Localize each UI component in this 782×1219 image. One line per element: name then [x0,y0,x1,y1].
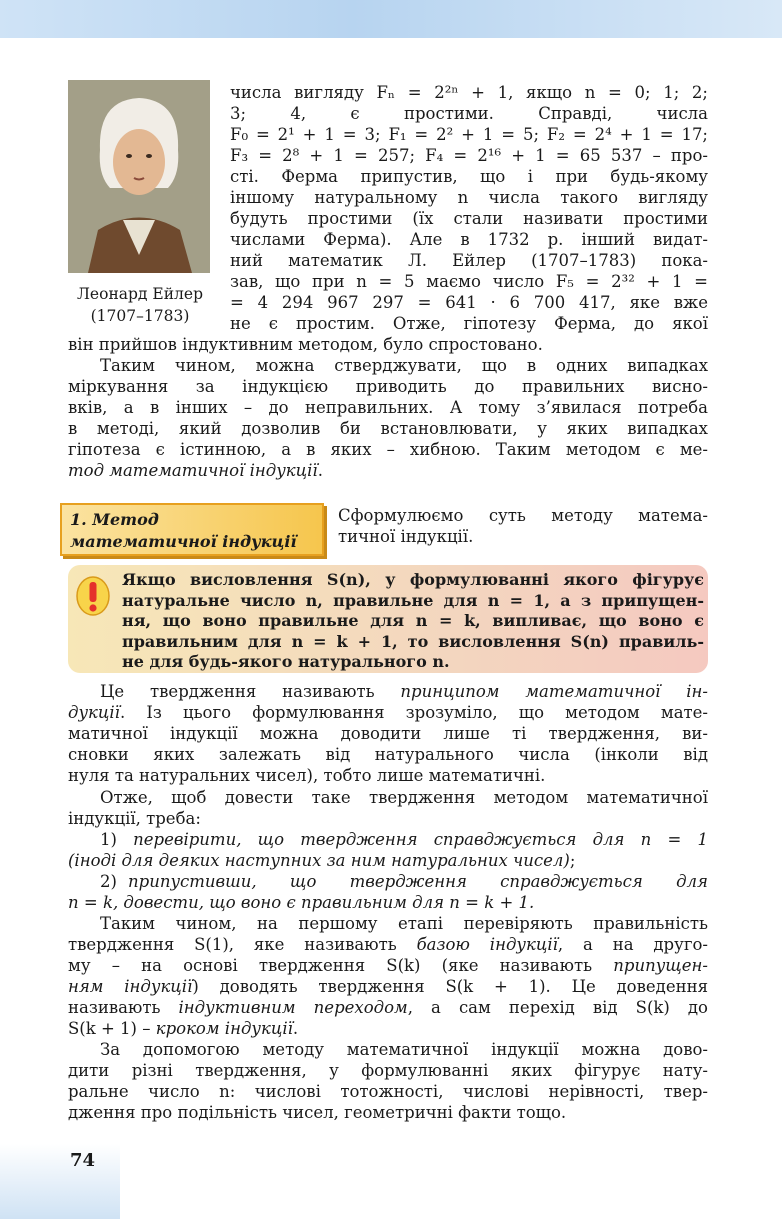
top-decorative-band [0,0,782,38]
para2-line: гіпотеза є істинною, а в яких – хибною. Таким методом є ме- [68,440,708,459]
para5-text: твердження S(1), яке називають [68,935,417,954]
para2-line: в методі, який дозволив би встановлювати, у яких випадках [68,419,708,438]
paragraph-base-step [68,913,708,1039]
para2-line: Таким чином, можна стверджувати, що в одних випадках [100,356,708,375]
para5-text: му – на основі твердження S(k) (яке називають [68,956,614,975]
step-1-text: (іноді для деяких наступних за ним натуральних чисел) [68,851,570,870]
paragraph-applications [68,1039,708,1123]
intro-line: числами Ферма). Але в 1732 р. інший видат- [230,230,708,249]
term-principle: принципом математичної ін- [400,682,708,701]
principle-line: ня, що воно правильне для n = k, випливає, що воно є [122,611,704,630]
bottom-decorative-band [0,1144,120,1219]
principle-text [122,570,704,673]
step-1-line [68,850,708,871]
intro-line: = 4 294 967 297 = 641 · 6 700 417, яке вже [230,293,708,312]
para2-line: міркування за індукцією приводить до правильних висно- [68,377,708,396]
step-2-number: 2) [100,872,129,891]
para2-line [68,460,708,481]
intro-line: будуть простими (їх стали називати простими [230,209,708,228]
paragraph-principle-name [68,681,708,786]
section-side-line: тичної індукції. [338,527,474,546]
para5-line [68,997,708,1018]
para6-line: дження про подільність чисел, геометричні факти тощо. [68,1103,567,1122]
caption-years: (1707–1783) [90,307,190,325]
intro-paragraph [230,82,708,334]
step-2-text: припустивши, що твердження справджується для [128,872,708,891]
intro-line: F₀ = 2¹ + 1 = 3; F₁ = 2² + 1 = 5; F₂ = 2⁴ + 1 = 17; [230,125,708,144]
term-base: базою індукції [416,935,558,954]
para5-line [68,955,708,976]
para5-text: ) доводять твердження S(k + 1). Це доведення [192,977,708,996]
intro-line: F₃ = 2⁸ + 1 = 257; F₄ = 2¹⁶ + 1 = 65 537 – про- [230,146,708,165]
para2-end: . [317,461,323,480]
intro-line: зав, що при n = 5 маємо число F₅ = 2³² + 1 = [230,272,708,291]
para5-text: , а на друго- [557,935,708,954]
section-side-text [338,505,708,547]
intro-line: сті. Ферма припустив, що і при будь-якому [230,167,708,186]
page-number: 74 [70,1150,96,1171]
para3-line: сновки яких залежать від натурального числа (інколи від [68,745,708,764]
step-1-line [68,829,708,850]
section-side-line: Сформулюємо суть методу матема- [338,506,708,525]
portrait-caption [56,283,224,327]
term-step: кроком індукції [155,1019,293,1038]
step-1-number: 1) [100,830,134,849]
term-assumption: припущен- [613,956,708,975]
step-1-text: перевірити, що твердження справджується для n = 1 [133,830,708,849]
para6-line: дити різні твердження, у формулюванні яких фігурує нату- [68,1061,708,1080]
intro-last-line: він прийшов індуктивним методом, було спростовано. [68,335,543,354]
intro-full-line [68,334,708,355]
principle-line: натуральне число n, правильне для n = 1, а з припущен- [122,590,704,610]
para4-line: Отже, щоб довести таке твердження методом математичної [100,788,708,807]
step-2-text: n = k, довести, що воно є правильним для n = k + 1. [68,893,535,912]
exclamation-icon [76,576,110,616]
para4-line: індукції, треба: [68,809,201,828]
para3-text: . Із цього формулювання зрозуміло, що методом мате- [119,703,708,722]
para3-line: нуля та натуральних чисел), тобто лише математичні. [68,766,546,785]
intro-line: іншому натуральному n числа такого вигляду [230,188,708,207]
term-transition: індуктивним переходом [178,998,408,1017]
intro-line: 3; 4, є простими. Справді, числа [230,104,708,123]
para5-text: . [292,1019,299,1038]
euler-portrait [68,80,210,273]
principle-line: не для будь-якого натурального n. [122,652,450,671]
intro-line: числа вигляду Fₙ = 2²ⁿ + 1, якщо n = 0; 1; 2; [230,83,708,102]
para5-text: , а сам перехід від S(k) до [407,998,708,1017]
principle-line: Якщо висловлення S(n), у формулюванні якого фігурує [122,570,704,589]
principle-line: правильним для n = k + 1, то висловлення S(n) правиль- [122,631,704,651]
step-2-line [68,892,708,913]
intro-line: не є простим. Отже, гіпотезу Ферма, до якої [230,314,708,333]
step-1-end: ; [569,851,576,870]
para5-line: Таким чином, на першому етапі перевіряють правильність [100,914,708,933]
para3-text: Це твердження називають [100,682,401,701]
term-principle-end: дукції [68,703,120,722]
step-2-line [68,871,708,892]
para2-line: вків, а в інших – до неправильних. А тому з’явилася потреба [68,398,708,417]
para3-line: матичної індукції можна доводити лише ті твердження, ви- [68,724,708,743]
para5-line [68,1018,708,1039]
para6-line: ральне число n: числові тотожності, числові нерівності, твер- [68,1082,708,1101]
paragraph-steps [68,787,708,913]
para6-line: За допомогою методу математичної індукції можна дово- [100,1040,708,1059]
para3-line [68,681,708,702]
para3-line [68,702,708,723]
para5-line [68,976,708,997]
section-title-line-2: математичної індукції [70,532,297,551]
section-title-line-1: 1. Метод [70,510,159,529]
intro-line: ний математик Л. Ейлер (1707–1783) пока- [230,251,708,270]
para5-text: називають [68,998,179,1017]
term-method: тод математичної індукції [68,461,318,480]
paragraph-induction-need [68,355,708,481]
caption-name: Леонард Ейлер [77,285,203,303]
term-assumption-end: ням індукції [68,977,193,996]
section-heading-box [60,503,324,556]
para5-text: S(k + 1) – [68,1019,156,1038]
para5-line [68,934,708,955]
